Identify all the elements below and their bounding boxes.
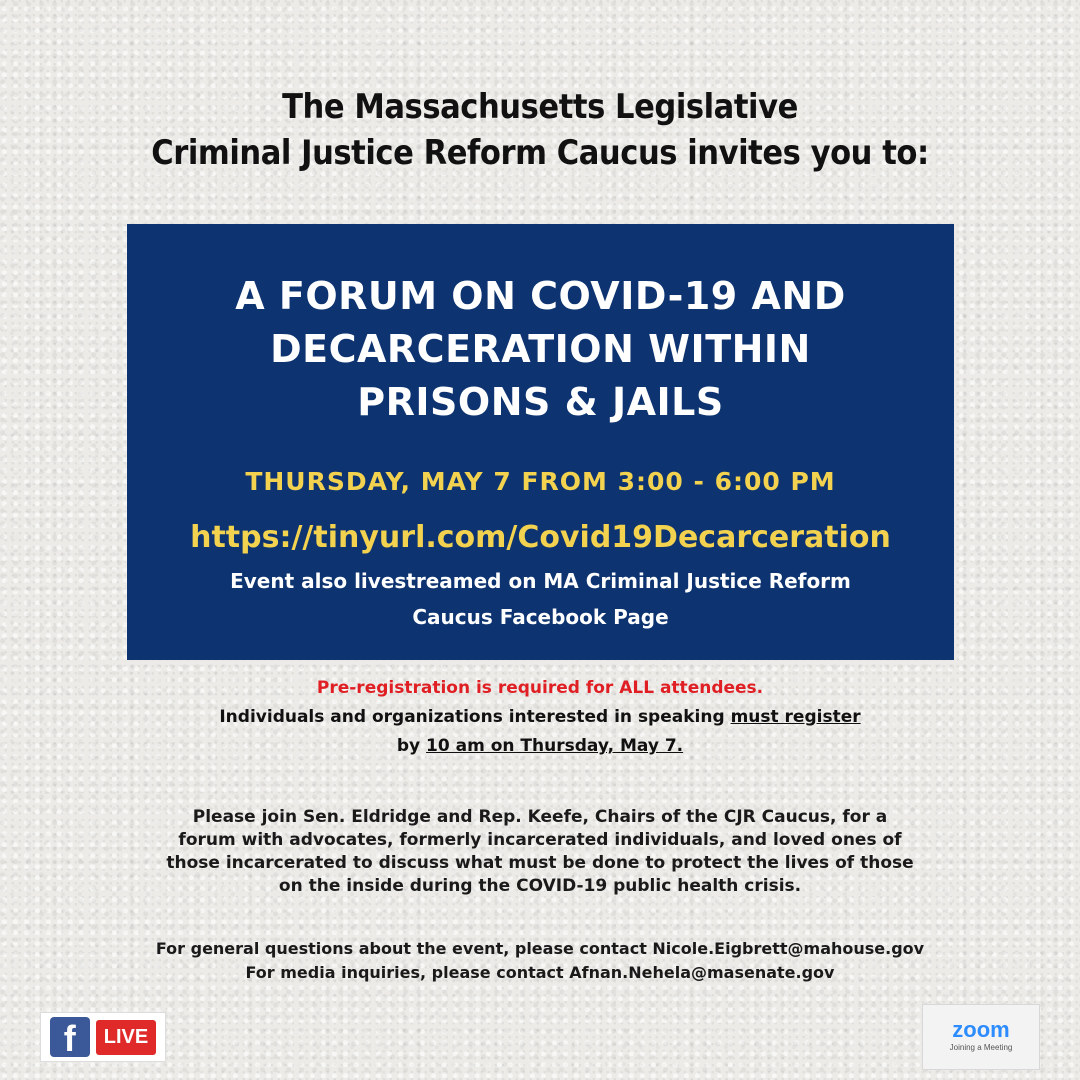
event-description (60, 806, 1020, 898)
deadline-line (0, 732, 1080, 761)
zoom-logo-icon: zoom (952, 1017, 1010, 1042)
event-title (127, 270, 954, 429)
zoom-badge (922, 1004, 1040, 1070)
description-line-3: those incarcerated to discuss what must be done to protect the lives of those (166, 853, 914, 873)
must-register-text: must register (730, 707, 861, 727)
event-banner (127, 224, 954, 660)
event-title-line-3: PRISONS & JAILS (357, 380, 724, 424)
event-link[interactable]: https://tinyurl.com/Covid19Decarceration (190, 520, 891, 555)
description-line-2: forum with advocates, formerly incarcerated individuals, and loved ones of (178, 830, 902, 850)
general-contact: For general questions about the event, please contact Nicole.Eigbrett@mahouse.gov (155, 939, 925, 958)
zoom-subtitle: Joining a Meeting (949, 1043, 1013, 1052)
invitation-header (54, 84, 1026, 176)
header-line-1: The Massachusetts Legislative (282, 87, 798, 127)
event-title-line-1: A FORUM ON COVID-19 AND (235, 274, 846, 318)
livestream-note-line-2: Caucus Facebook Page (412, 605, 669, 629)
facebook-live-badge (40, 1012, 166, 1062)
description-line-1: Please join Sen. Eldridge and Rep. Keefe, Chairs of the CJR Caucus, for a (192, 807, 888, 827)
header-line-2: Criminal Justice Reform Caucus invites you to: (151, 133, 929, 173)
contact-info (40, 937, 1040, 985)
deadline-prefix: by (396, 736, 427, 756)
speaker-registration-prefix: Individuals and organizations interested in speaking (219, 707, 731, 727)
livestream-note (127, 563, 954, 635)
event-title-line-2: DECARCERATION WITHIN (270, 327, 811, 371)
facebook-icon: f (50, 1017, 90, 1057)
live-label: LIVE (96, 1020, 156, 1055)
livestream-note-line-1: Event also livestreamed on MA Criminal Justice Reform (230, 569, 851, 593)
registration-required: Pre-registration is required for ALL attendees. (316, 678, 764, 698)
speaker-registration-line (0, 703, 1080, 732)
deadline-text: 10 am on Thursday, May 7. (426, 736, 684, 756)
description-line-4: on the inside during the COVID-19 public health crisis. (278, 876, 802, 896)
event-date: THURSDAY, MAY 7 FROM 3:00 - 6:00 PM (245, 467, 836, 496)
registration-info (0, 674, 1080, 761)
media-contact: For media inquiries, please contact Afnan.Nehela@masenate.gov (245, 963, 835, 982)
